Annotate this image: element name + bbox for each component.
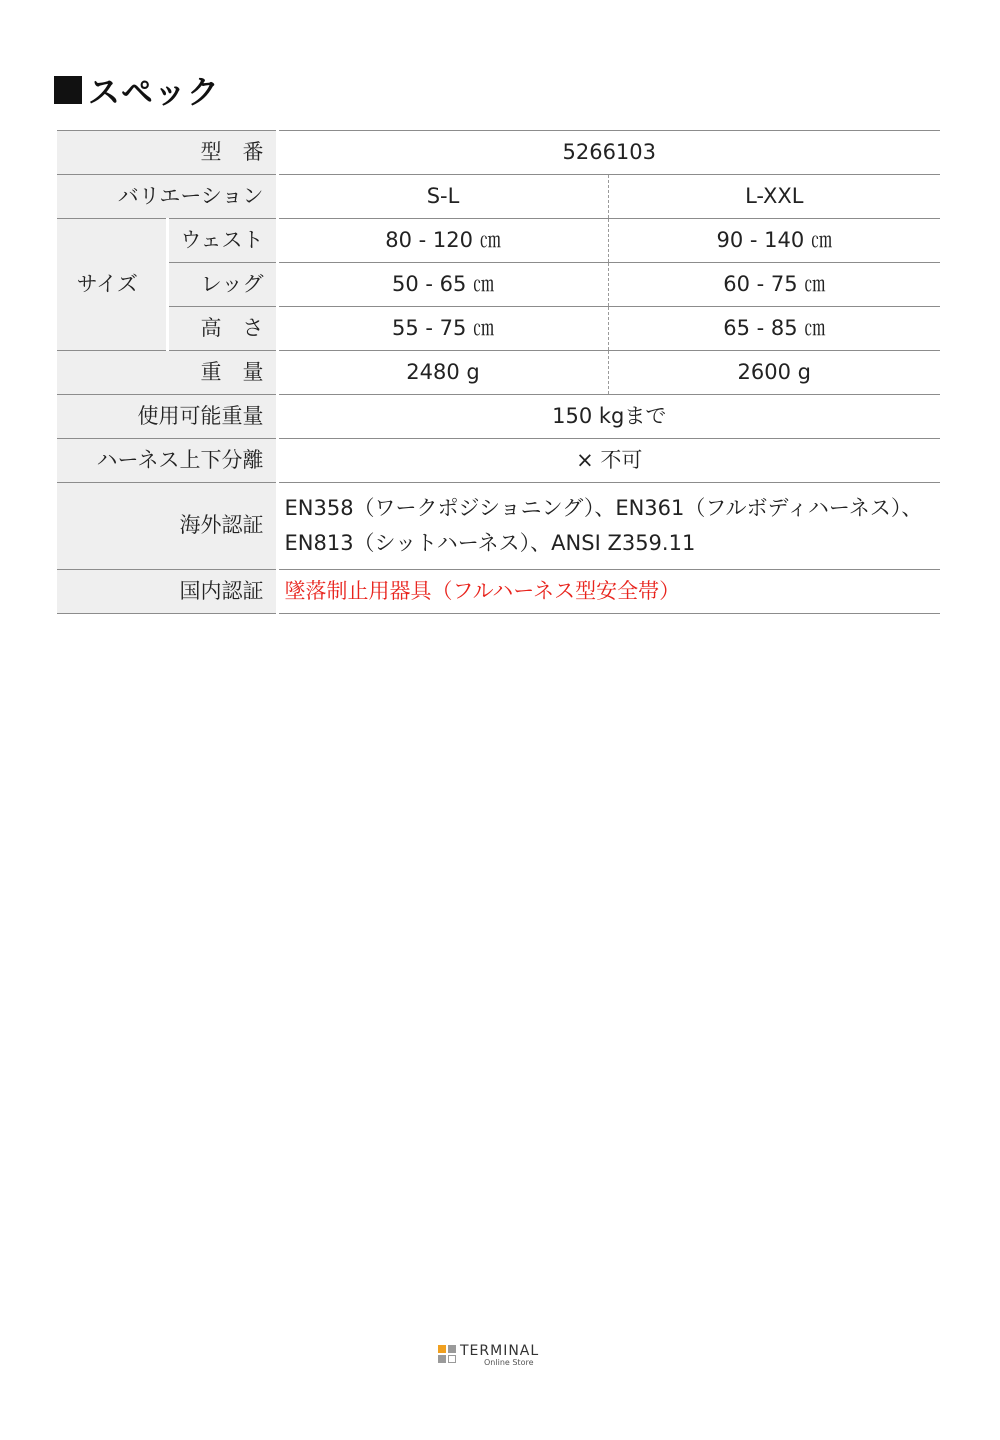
- variation-value-lxxl: L-XXL: [608, 175, 940, 219]
- foreign-cert-value: EN358（ワークポジショニング）、EN361（フルボディハーネス）、EN813（シットハーネス）、ANSI Z359.11: [277, 483, 940, 570]
- table-row: [57, 219, 940, 263]
- table-row: [57, 395, 940, 439]
- table-row: [57, 570, 940, 614]
- load-label: 使用可能重量: [57, 395, 277, 439]
- domestic-cert-label: 国内認証: [57, 570, 277, 614]
- model-value: 5266103: [277, 131, 940, 175]
- model-label: 型 番: [57, 131, 277, 175]
- weight-label: 重 量: [57, 351, 277, 395]
- table-row: [57, 439, 940, 483]
- waist-value-sl: 80 - 120 ㎝: [277, 219, 608, 263]
- table-row: [57, 307, 940, 351]
- table-row: [57, 263, 940, 307]
- section-title: スペック: [88, 73, 221, 111]
- table-row: [57, 131, 940, 175]
- leg-label: レッグ: [167, 263, 277, 307]
- variation-value-sl: S-L: [277, 175, 608, 219]
- table-row: [57, 175, 940, 219]
- height-value-lxxl: 65 - 85 ㎝: [608, 307, 940, 351]
- size-group-label: サイズ: [57, 219, 167, 351]
- separation-value: × 不可: [277, 439, 940, 483]
- foreign-cert-label: 海外認証: [57, 483, 277, 570]
- leg-value-lxxl: 60 - 75 ㎝: [608, 263, 940, 307]
- leg-value-sl: 50 - 65 ㎝: [277, 263, 608, 307]
- waist-value-lxxl: 90 - 140 ㎝: [608, 219, 940, 263]
- variation-label: バリエーション: [57, 175, 277, 219]
- separation-label: ハーネス上下分離: [57, 439, 277, 483]
- terminal-logo: [438, 1343, 562, 1369]
- domestic-cert-value: 墜落制止用器具（フルハーネス型安全帯）: [277, 570, 940, 614]
- weight-value-lxxl: 2600 g: [608, 351, 940, 395]
- table-row: [57, 351, 940, 395]
- logo-wordmark: TERMINAL: [460, 1343, 540, 1359]
- square-bullet-icon: [54, 76, 82, 104]
- section-heading: [54, 66, 220, 114]
- height-value-sl: 55 - 75 ㎝: [277, 307, 608, 351]
- load-value: 150 kgまで: [277, 395, 940, 439]
- waist-label: ウェスト: [167, 219, 277, 263]
- weight-value-sl: 2480 g: [277, 351, 608, 395]
- table-row: [57, 483, 940, 570]
- spec-table: [57, 130, 940, 614]
- terminal-logo-icon: [438, 1345, 456, 1363]
- height-label: 高 さ: [167, 307, 277, 351]
- logo-subtitle: Online Store: [484, 1358, 534, 1367]
